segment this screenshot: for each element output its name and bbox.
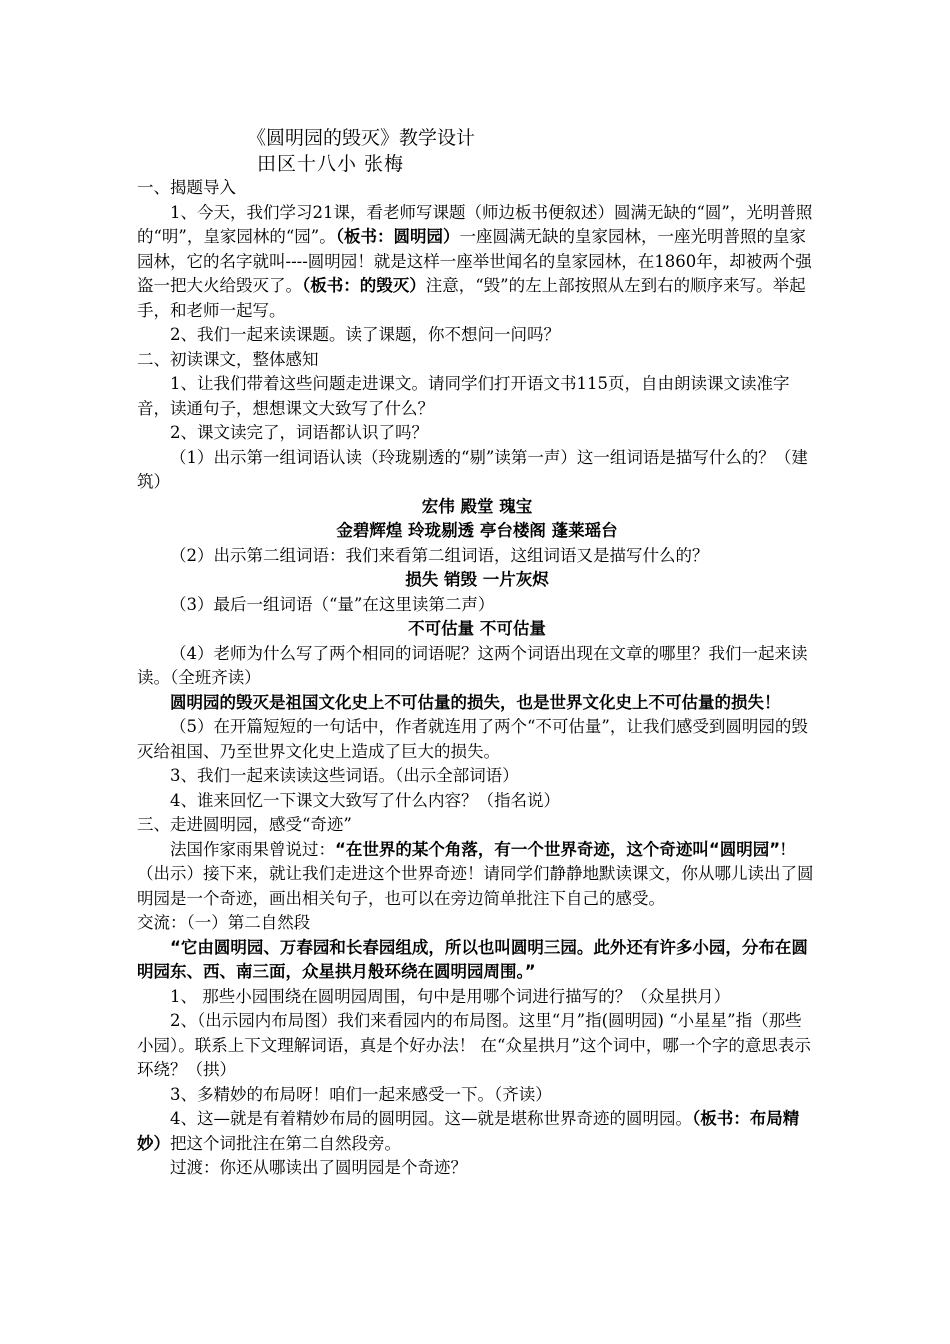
section-2-para-5: （3）最后一组词语（“量”在这里读第二声） xyxy=(170,594,495,614)
section-2-para-4: （2）出示第二组词语：我们来看第二组词语，这组词语又是描写什么的？ xyxy=(170,545,709,565)
key-sentence: 圆明园的毁灭是祖国文化史上不可估量的损失，也是世界文化史上不可估量的损失！ xyxy=(170,692,781,712)
paragraph-2-quote: “它由圆明园、万春园和长春园组成，所以也叫圆明三园。此外还有许多小园，分布在圆明园东、西、南三面，众星拱月般环绕在圆明园周围。” xyxy=(137,937,808,981)
question-4 xyxy=(137,1107,817,1156)
section-2-para-2: 2、课文读完了，词语都认识了吗？ xyxy=(170,423,428,442)
doc-author: 田区十八小 张梅 xyxy=(257,153,405,175)
word-group-1a: 宏伟 殿堂 瑰宝 xyxy=(421,496,533,516)
text-run: 1、今天，我们学习21课，看老师写课题（师边板书便叙述）圆满无缺的“圆”，光明普照的“明”，皇家园林的“园”。 xyxy=(137,202,813,246)
section-2-para-7: （5）在开篇短短的一句话中，作者就连用了两个“不可估量”，让我们感受到圆明园的毁灭给祖国、乃至世界文化史上造成了巨大的损失。 xyxy=(137,717,808,761)
text-run: 法国作家雨果曾说过： xyxy=(170,839,335,859)
word-group-3: 不可估量 不可估量 xyxy=(408,619,546,638)
exchange-label: 交流：（一）第二自然段 xyxy=(137,913,311,932)
word-group-1b: 金碧辉煌 玲珑剔透 亭台楼阁 蓬莱瑶台 xyxy=(336,521,618,540)
section-1-para-2: 2、我们一起来读课题。读了课题，你不想问一问吗？ xyxy=(170,325,560,344)
section-2-para-9: 4、谁来回忆一下课文大致写了什么内容？（指名说） xyxy=(170,790,560,810)
word-group-2: 损失 销毁 一片灰烬 xyxy=(405,570,549,589)
section-2-heading: 二、初读课文，整体感知 xyxy=(137,349,319,369)
board-note: （板书：圆明园） xyxy=(335,227,460,246)
section-3-heading: 三、走进圆明园，感受“奇迹” xyxy=(137,815,352,834)
question-2: 2、（出示园内布局图）我们来看园内的布局图。这里“月”指(圆明园) “小星星”指（那些小园）。联系上下文理解词语，真是个好办法！ 在“众星拱月”这个词中，哪一个字的意思表示环绕？（拱） xyxy=(137,1011,811,1079)
text-run: 一座圆满无缺的皇家园林，一座光明普照的皇家园林，它的名字就叫----圆明园！就是这样一座举世闻名的皇家园林，在1860年，却被两个强盗一把大火给毁灭了。 xyxy=(137,227,812,295)
text-run: !（出示）接下来，就让我们走进这个世界奇迹！请同学们静静地默读课文，你从哪儿读出了圆明园是一个奇迹，画出相关句子，也可以在旁边简单批注下自己的感受。 xyxy=(137,839,814,908)
board-note: （板书：的毁灭） xyxy=(302,276,426,295)
section-2-para-3: （1）出示第一组词语认读（玲珑剔透的“剔”读第一声）这一组词语是描写什么的？（建筑） xyxy=(137,447,808,491)
section-1-para-1 xyxy=(137,201,817,324)
text-run: 注意，“毁”的左上部按照从左到右的顺序来写。举起手，和老师一起写。 xyxy=(137,276,806,320)
hugo-quote: “在世界的某个角落，有一个世界奇迹，这个奇迹叫“圆明园” xyxy=(335,839,781,859)
question-3: 3、多精妙的布局呀！咱们一起来感受一下。（齐读） xyxy=(170,1084,552,1104)
section-2-para-6: （4）老师为什么写了两个相同的词语呢？这两个词语出现在文章的哪里？我们一起来读读。（全班齐读） xyxy=(137,643,808,687)
section-2-para-1: 1、让我们带着这些问题走进课文。请同学们打开语文书115页，自由朗读课文读准字音，读通句子，想想课文大致写了什么？ xyxy=(137,374,790,418)
section-2-para-8: 3、我们一起来读读这些词语。（出示全部词语） xyxy=(170,766,519,785)
section-3-para-1 xyxy=(137,838,817,912)
transition-line: 过渡：你还从哪读出了圆明园是个奇迹？ xyxy=(170,1158,467,1177)
text-run: 4、这—就是有着精妙布局的圆明园。这—就是堪称世界奇迹的圆明园。 xyxy=(170,1109,692,1128)
doc-title: 《圆明园的毁灭》教学设计 xyxy=(247,127,476,149)
board-note: （板书：布局精妙） xyxy=(137,1109,800,1153)
section-1-heading: 一、揭题导入 xyxy=(137,178,236,197)
document-page xyxy=(137,120,817,1181)
question-1: 1、 那些小园围绕在圆明园周围，句中是用哪个词进行描写的？（众星拱月） xyxy=(170,986,731,1006)
text-run: 把这个词批注在第二自然段旁。 xyxy=(170,1133,401,1153)
